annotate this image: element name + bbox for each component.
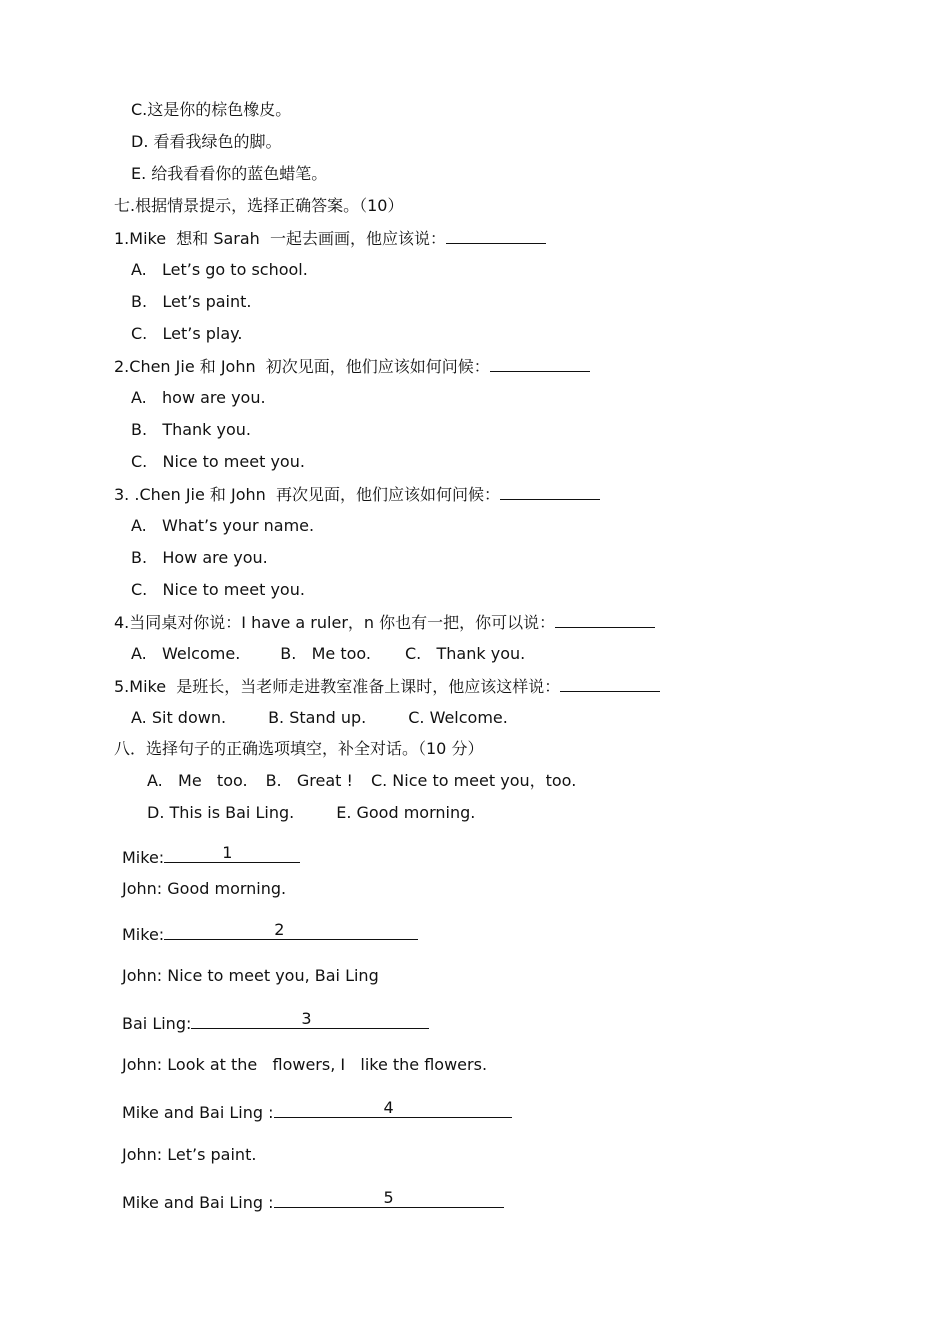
q3-option-a: A. What’s your name.	[131, 516, 315, 535]
dialogue-line	[122, 1100, 512, 1123]
answer-blank[interactable]	[446, 228, 546, 244]
q2-option-a: A. how are you.	[131, 388, 266, 407]
sec8-option-b: B. Great !	[265, 771, 353, 790]
question-3-text: 3. .Chen Jie 和 John 再次见面，他们应该如何问候：	[114, 485, 500, 504]
dialogue-line	[122, 1190, 504, 1213]
q2-option-c: C. Nice to meet you.	[131, 452, 305, 471]
q4-option-a: A. Welcome.	[131, 644, 241, 663]
question-3-stem	[114, 484, 600, 505]
q5-options	[131, 708, 508, 728]
q4-option-b: B. Me too.	[280, 644, 371, 663]
sec8-options-row-1	[147, 771, 576, 791]
q1-option-c: C. Let’s play.	[131, 324, 243, 343]
speaker-label: Mike and Bai Ling :	[122, 1193, 274, 1212]
question-5-stem	[114, 676, 660, 697]
option-d-line: D. 看看我绿色的脚。	[131, 132, 282, 151]
q3-option-b: B. How are you.	[131, 548, 268, 567]
q2-option-b: B. Thank you.	[131, 420, 252, 439]
sec8-options-row-2	[147, 803, 475, 823]
dialogue-line: John: Let’s paint.	[122, 1145, 257, 1164]
blank-number: 3	[301, 1009, 312, 1028]
q4-option-c: C. Thank you.	[405, 644, 526, 663]
question-1-stem	[114, 228, 546, 249]
dialogue-line: John: Good morning.	[122, 879, 287, 898]
q3-option-c: C. Nice to meet you.	[131, 580, 305, 599]
answer-blank[interactable]	[555, 612, 655, 628]
blank-number: 4	[383, 1098, 394, 1117]
answer-blank[interactable]	[191, 1011, 429, 1029]
answer-blank[interactable]	[164, 922, 418, 940]
question-5-text: 5.Mike 是班长，当老师走进教室准备上课时，他应该这样说：	[114, 677, 561, 696]
option-c-line: C.这是你的棕色橡皮。	[131, 100, 292, 119]
sec8-option-a: A. Me too.	[147, 771, 248, 790]
q1-option-a: A. Let’s go to school.	[131, 260, 308, 279]
question-2-text: 2.Chen Jie 和 John 初次见面，他们应该如何问候：	[114, 357, 490, 376]
speaker-label: Mike:	[122, 848, 165, 867]
sec8-option-d: D. This is Bai Ling.	[147, 803, 295, 822]
section-8-heading: 八．选择句子的正确选项填空，补全对话。（10 分）	[114, 739, 484, 758]
q5-option-c: C. Welcome.	[408, 708, 508, 727]
answer-blank[interactable]	[560, 676, 660, 692]
speaker-label: Mike and Bai Ling :	[122, 1103, 274, 1122]
section-7-heading: 七.根据情景提示，选择正确答案。（10）	[114, 196, 404, 215]
question-2-stem	[114, 356, 590, 377]
answer-blank[interactable]	[500, 484, 600, 500]
dialogue-line	[122, 845, 300, 868]
answer-blank[interactable]	[274, 1100, 512, 1118]
answer-blank[interactable]	[490, 356, 590, 372]
dialogue-line: John: Nice to meet you, Bai Ling	[122, 966, 379, 985]
dialogue-line	[122, 1011, 429, 1034]
q5-option-b: B. Stand up.	[268, 708, 367, 727]
blank-number: 5	[383, 1188, 394, 1207]
answer-blank[interactable]	[164, 845, 300, 863]
sec8-option-c: C. Nice to meet you，too.	[370, 771, 577, 790]
question-1-text: 1.Mike 想和 Sarah 一起去画画，他应该说：	[114, 229, 446, 248]
blank-number: 2	[274, 920, 285, 939]
sec8-option-e: E. Good morning.	[336, 803, 476, 822]
q1-option-b: B. Let’s paint.	[131, 292, 252, 311]
q5-option-a: A. Sit down.	[131, 708, 227, 727]
blank-number: 1	[222, 843, 233, 862]
option-e-line: E. 给我看看你的蓝色蜡笔。	[131, 164, 328, 183]
speaker-label: Bai Ling:	[122, 1014, 192, 1033]
q4-options	[131, 644, 525, 664]
answer-blank[interactable]	[274, 1190, 504, 1208]
dialogue-line: John: Look at the flowers, I like the flowers.	[122, 1055, 488, 1074]
speaker-label: Mike:	[122, 925, 165, 944]
dialogue-line	[122, 922, 418, 945]
question-4-stem	[114, 612, 655, 633]
question-4-text: 4.当同桌对你说：I have a ruler，n 你也有一把，你可以说：	[114, 613, 556, 632]
